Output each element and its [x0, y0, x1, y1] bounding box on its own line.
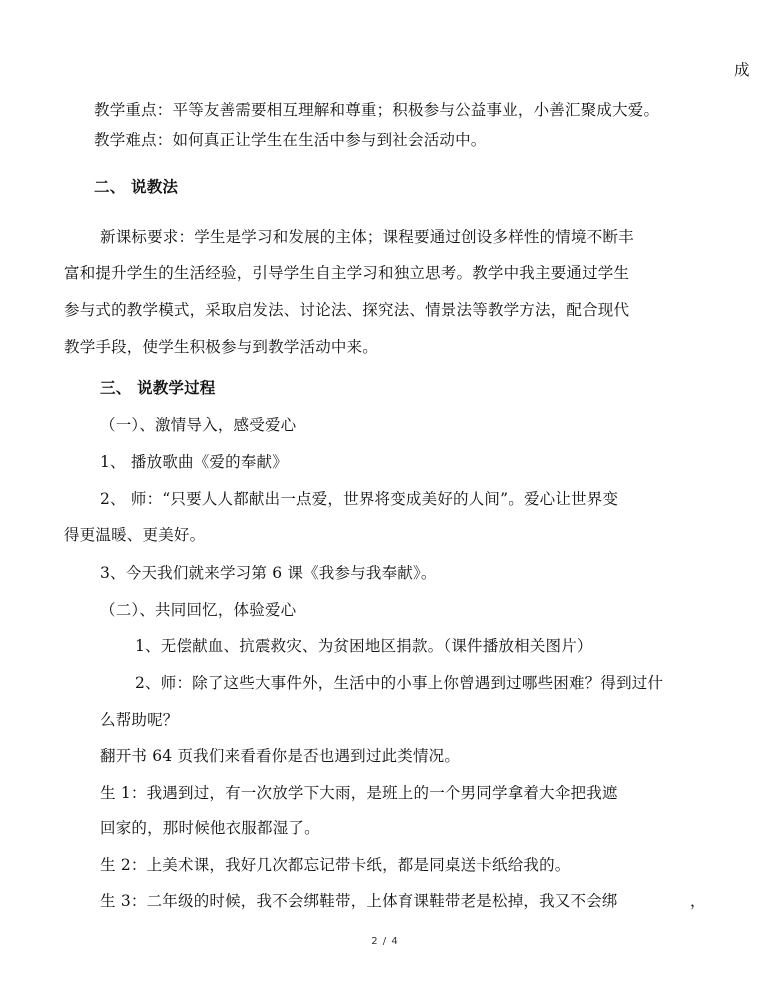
paragraph-line: 富和提升学生的生活经验，引导学生自主学习和独立思考。教学中我主要通过学生: [64, 264, 630, 282]
student-answer: 生 2：上美术课，我好几次都忘记带卡纸，都是同桌送卡纸给我的。: [100, 856, 571, 874]
student-answer: 生 1：我遇到过，有一次放学下大雨，是班上的一个男同学拿着大伞把我遮: [100, 784, 618, 802]
list-item: 2、 师：“只要人人都献出一点爱，世界将变成美好的人间”。爱心让世界变: [100, 490, 619, 508]
student-answer-continuation: 回家的，那时候他衣服都湿了。: [100, 819, 320, 837]
paragraph-line: 教学手段，使学生积极参与到教学活动中来。: [64, 338, 379, 356]
list-item-continuation: 得更温暖、更美好。: [64, 526, 206, 544]
page-corner-char: 成: [734, 61, 750, 79]
paragraph-line: 新课标要求：学生是学习和发展的主体；课程要通过创设多样性的情境不断丰: [100, 228, 634, 246]
list-item: 2、师：除了这些大事件外，生活中的小事上你曾遇到过哪些困难？得到过什: [135, 674, 664, 692]
student-answer: 生 3：二年级的时候，我不会绑鞋带，上体育课鞋带老是松掉，我又不会绑: [100, 892, 618, 910]
paragraph-line: 翻开书 64 页我们来看看你是否也遇到过此类情况。: [100, 747, 461, 765]
list-item: 1、无偿献血、抗震救灾、为贫困地区捐款。（课件播放相关图片）: [135, 637, 593, 655]
section-heading-teaching-process: 三、 说教学过程: [100, 378, 216, 397]
trailing-comma: ，: [690, 892, 706, 910]
list-item-continuation: 么帮助呢？: [100, 711, 179, 729]
list-item: 3、今天我们就来学习第 6 课《我参与我奉献》。: [100, 564, 437, 582]
list-item: 1、 播放歌曲《爱的奉献》: [100, 453, 288, 471]
section-heading-teaching-method: 二、 说教法: [94, 177, 179, 196]
subsection-heading: （二）、共同回忆，体验爱心: [100, 601, 297, 619]
teaching-difficulty: 教学难点：如何真正让学生在生活中参与到社会活动中。: [94, 131, 487, 149]
paragraph-line: 参与式的教学模式，采取启发法、讨论法、探究法、情景法等教学方法，配合现代: [64, 301, 630, 319]
subsection-heading: （一）、激情导入，感受爱心: [100, 416, 297, 434]
teaching-key-point: 教学重点：平等友善需要相互理解和尊重；积极参与公益事业，小善汇聚成大爱。: [94, 101, 660, 119]
page-number: 2 / 4: [371, 936, 399, 947]
